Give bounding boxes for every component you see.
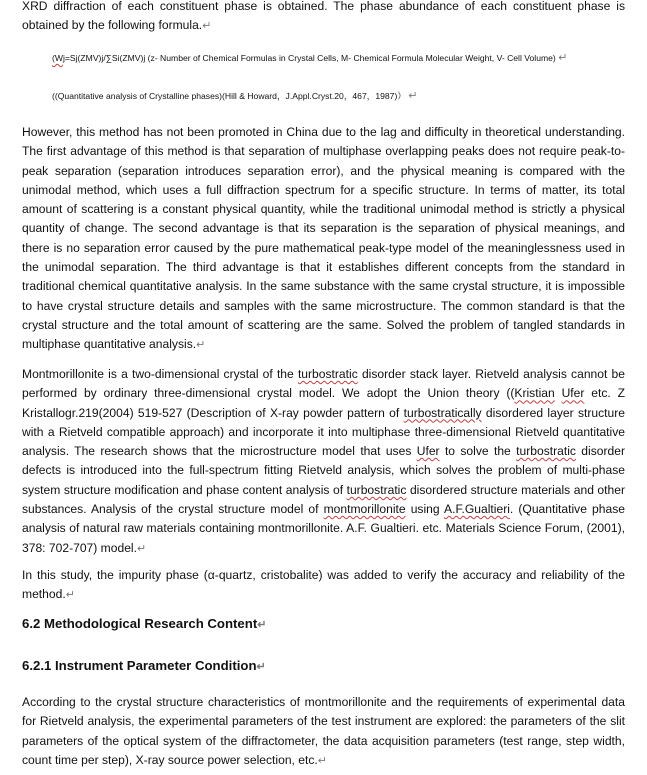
spellcheck-word: A.F.Gualtieri bbox=[444, 502, 510, 517]
spellcheck-word: turbostratic bbox=[346, 482, 407, 497]
spellcheck-word: turbostratic bbox=[297, 367, 358, 381]
text-run: disordered layer structure with a Rietveld compatible approach) and incorporate it into multiphase three-dimensional Rietveld quantitative analysis. The research shows that the microstructure model that uses bbox=[22, 405, 626, 459]
reference-text: ((Quantitative analysis of Crystalline phases)(Hill & Howard，J.Appl.Cryst.20，467，1987)） bbox=[52, 91, 406, 101]
paragraph-according bbox=[22, 693, 625, 771]
text-run: . (Quantitative phase analysis of natural raw materials containing montmorillonite. A.F. Gualtieri. etc. Materials Science Forum, (2001), 378: 702-707) model. bbox=[22, 502, 625, 555]
heading-text: 6.2.1 Instrument Parameter Condition bbox=[22, 658, 257, 673]
paragraph-mark: ↵ bbox=[257, 619, 267, 631]
heading-6-2 bbox=[22, 615, 625, 634]
text-run: using bbox=[405, 502, 445, 517]
paragraph-mark: ↵ bbox=[317, 754, 327, 767]
heading-text: 6.2 Methodological Research Content bbox=[22, 616, 258, 631]
paragraph-mark: ↵ bbox=[256, 661, 266, 673]
paragraph-however bbox=[22, 123, 625, 356]
spellcheck-word: turbostratic bbox=[516, 444, 576, 459]
formula-line bbox=[52, 52, 567, 64]
spellcheck-word: Ufer bbox=[416, 444, 440, 459]
text-run: Montmorillonite is a two-dimensional crystal of the bbox=[22, 367, 298, 381]
paragraph-text: According to the crystal structure characteristics of montmorillonite and the requirements of experimental data for Rietveld analysis, the experimental parameters of the test instrument are explored: the parameters of the slit parameters of the optical system of the diffractometer, the data acquisition parameters (test range, step width, count time per step), X-ray source power selection, etc. bbox=[22, 695, 625, 767]
formula-reference bbox=[52, 90, 418, 102]
paragraph-text: However, this method has not been promoted in China due to the lag and difficulty in theoretical understanding. The first advantage of this method is that separation of multiphase overlapping peaks does not require peak-to-peak separation (separation introduces separation error), and the physical meaning is compared with the unimodal method, which uses a full diffraction spectrum for a specific structure. In terms of matter, its total amount of scattering is a constant physical quantity, while the traditional unimodal method is strictly a physical quantity of change. The second advantage is that its separation is the separation of physical meanings, and there is no separation error caused by the pure mathematical peak-type model of the meaninglessness used in the unimodal separation. The third advantage is that it establishes different concepts from the standard in traditional chemical quantitative analysis. In the same substance with the same crystal structure, it is impossible to have crystal structure details and samples with the same microstructure. The common standard is that the crystal structure and the total amount of scattering are the same. Solved the problem of tangled standards in multiphase quantitative analysis. bbox=[22, 125, 625, 352]
paragraph-intro bbox=[22, 0, 625, 37]
spellcheck-word: turbostratically bbox=[403, 405, 482, 420]
spellcheck-word: montmorillonite bbox=[323, 502, 406, 517]
spellcheck-word: Ufer bbox=[561, 386, 585, 401]
spellcheck-word: Kristian bbox=[514, 386, 555, 401]
paragraph-mark: ↵ bbox=[65, 589, 75, 602]
text-run: disordered structure materials and other substances. Analysis of the crystal structure model of bbox=[22, 482, 625, 517]
paragraph-mark: ↵ bbox=[408, 90, 418, 102]
text-run: disorder defects is introduced into the full-spectrum fitting Rietveld analysis, which solves the problem of multi-phase system structure modification and phase content analysis of bbox=[22, 444, 625, 497]
text-run: disorder stack layer. Rietveld analysis cannot be performed by ordinary three-dimensional crystal model. We adopt the Union theory (( bbox=[22, 367, 625, 401]
paragraph-mark: ↵ bbox=[196, 339, 206, 352]
paragraph-mark: ↵ bbox=[136, 542, 147, 555]
formula-text: j=Sj(ZMV)j/∑Si(ZMV)j (z- Number of Chemical Formulas in Crystal Cells, M- Chemical Formula Molecular Weight, V- Cell Volume) bbox=[62, 53, 556, 63]
heading-6-2-1 bbox=[22, 657, 625, 676]
text-run bbox=[555, 386, 562, 400]
formula-w: (W bbox=[52, 53, 63, 63]
paragraph-montmorillonite bbox=[22, 365, 625, 559]
text-run: etc. Z Kristallogr.219(2004) 519-527 (Description of X-ray powder pattern of bbox=[22, 386, 625, 420]
paragraph-study bbox=[22, 566, 625, 606]
paragraph-text: In this study, the impurity phase (α-quartz, cristobalite) was added to verify the accuracy and reliability of the method. bbox=[22, 568, 625, 602]
paragraph-mark: ↵ bbox=[202, 20, 212, 33]
paragraph-mark: ↵ bbox=[558, 52, 568, 64]
paragraph-text: XRD diffraction of each constituent phase is obtained. The phase abundance of each constituent phase is obtained by the following formula. bbox=[22, 0, 625, 33]
text-run: to solve the bbox=[439, 444, 517, 459]
